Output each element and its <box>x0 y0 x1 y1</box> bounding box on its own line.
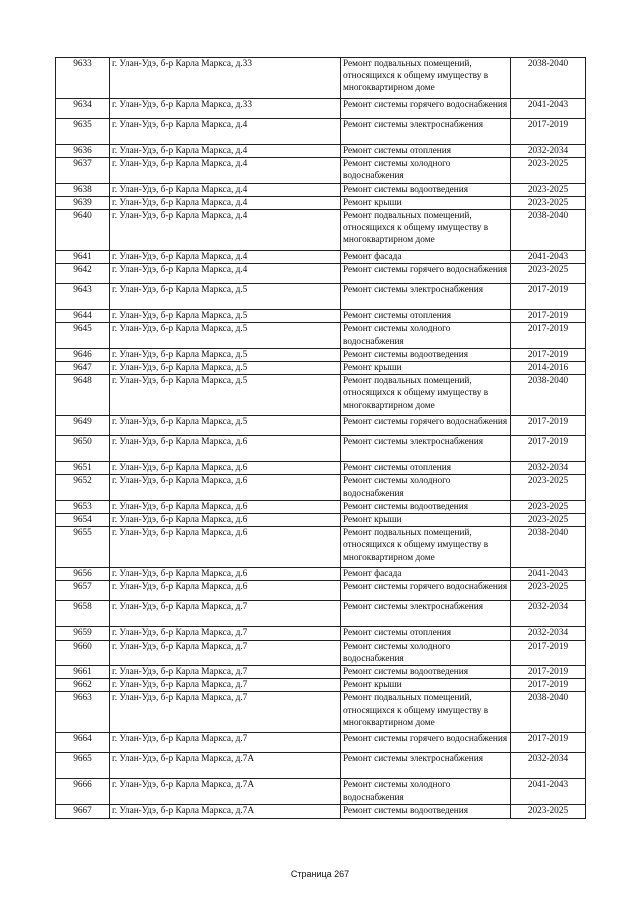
address-cell: г. Улан-Удэ, б-р Карла Маркса, д.7 <box>110 627 341 640</box>
work-type-cell: Ремонт системы горячего водоснабжения <box>341 733 511 753</box>
row-number: 9651 <box>56 462 110 475</box>
work-type-cell: Ремонт крыши <box>341 362 511 375</box>
row-number: 9641 <box>56 251 110 264</box>
table-row <box>56 210 586 251</box>
period-cell: 2023-2025 <box>511 514 586 527</box>
period-cell: 2023-2025 <box>511 183 586 196</box>
address-cell: г. Улан-Удэ, б-р Карла Маркса, д.4 <box>110 183 341 196</box>
table-row <box>56 416 586 436</box>
period-cell: 2038-2040 <box>511 58 586 99</box>
table-row <box>56 348 586 361</box>
row-number: 9659 <box>56 627 110 640</box>
address-cell: г. Улан-Удэ, б-р Карла Маркса, д.7 <box>110 640 341 665</box>
row-number: 9636 <box>56 145 110 158</box>
period-cell: 2038-2040 <box>511 527 586 568</box>
work-type-cell: Ремонт подвальных помещений, относящихся к общему имуществу в многоквартирном доме <box>341 375 511 416</box>
row-number: 9653 <box>56 500 110 513</box>
address-cell: г. Улан-Удэ, б-р Карла Маркса, д.5 <box>110 375 341 416</box>
period-cell: 2038-2040 <box>511 375 586 416</box>
period-cell: 2038-2040 <box>511 692 586 733</box>
row-number: 9648 <box>56 375 110 416</box>
address-cell: г. Улан-Удэ, б-р Карла Маркса, д.4 <box>110 251 341 264</box>
period-cell: 2017-2019 <box>511 679 586 692</box>
table-row <box>56 514 586 527</box>
work-schedule-table <box>55 57 586 819</box>
row-number: 9657 <box>56 581 110 601</box>
row-number: 9649 <box>56 416 110 436</box>
work-type-cell: Ремонт крыши <box>341 196 511 209</box>
address-cell: г. Улан-Удэ, б-р Карла Маркса, д.33 <box>110 58 341 99</box>
address-cell: г. Улан-Удэ, б-р Карла Маркса, д.4 <box>110 210 341 251</box>
address-cell: г. Улан-Удэ, б-р Карла Маркса, д.4 <box>110 158 341 183</box>
work-type-cell: Ремонт системы горячего водоснабжения <box>341 581 511 601</box>
work-type-cell: Ремонт системы отопления <box>341 627 511 640</box>
row-number: 9658 <box>56 601 110 627</box>
table-row <box>56 99 586 119</box>
work-type-cell: Ремонт системы электроснабжения <box>341 119 511 145</box>
period-cell: 2023-2025 <box>511 475 586 500</box>
period-cell: 2023-2025 <box>511 805 586 818</box>
table-row <box>56 679 586 692</box>
address-cell: г. Улан-Удэ, б-р Карла Маркса, д.5 <box>110 362 341 375</box>
address-cell: г. Улан-Удэ, б-р Карла Маркса, д.7 <box>110 666 341 679</box>
work-type-cell: Ремонт крыши <box>341 514 511 527</box>
row-number: 9661 <box>56 666 110 679</box>
address-cell: г. Улан-Удэ, б-р Карла Маркса, д.7А <box>110 753 341 779</box>
address-cell: г. Улан-Удэ, б-р Карла Маркса, д.6 <box>110 527 341 568</box>
row-number: 9654 <box>56 514 110 527</box>
address-cell: г. Улан-Удэ, б-р Карла Маркса, д.7А <box>110 779 341 805</box>
address-cell: г. Улан-Удэ, б-р Карла Маркса, д.4 <box>110 145 341 158</box>
row-number: 9667 <box>56 805 110 818</box>
table-row <box>56 310 586 323</box>
table-row <box>56 601 586 627</box>
period-cell: 2032-2034 <box>511 601 586 627</box>
period-cell: 2032-2034 <box>511 627 586 640</box>
table-row <box>56 779 586 805</box>
table-row <box>56 500 586 513</box>
row-number: 9646 <box>56 348 110 361</box>
row-number: 9634 <box>56 99 110 119</box>
period-cell: 2017-2019 <box>511 119 586 145</box>
table-row <box>56 733 586 753</box>
address-cell: г. Улан-Удэ, б-р Карла Маркса, д.6 <box>110 436 341 462</box>
table-row <box>56 568 586 581</box>
work-type-cell: Ремонт системы электроснабжения <box>341 753 511 779</box>
work-type-cell: Ремонт системы электроснабжения <box>341 436 511 462</box>
work-type-cell: Ремонт системы холодного водоснабжения <box>341 640 511 665</box>
row-number: 9660 <box>56 640 110 665</box>
address-cell: г. Улан-Удэ, б-р Карла Маркса, д.7А <box>110 805 341 818</box>
address-cell: г. Улан-Удэ, б-р Карла Маркса, д.6 <box>110 568 341 581</box>
address-cell: г. Улан-Удэ, б-р Карла Маркса, д.7 <box>110 692 341 733</box>
period-cell: 2023-2025 <box>511 158 586 183</box>
address-cell: г. Улан-Удэ, б-р Карла Маркса, д.5 <box>110 284 341 310</box>
period-cell: 2032-2034 <box>511 462 586 475</box>
row-number: 9643 <box>56 284 110 310</box>
table-row <box>56 119 586 145</box>
row-number: 9644 <box>56 310 110 323</box>
row-number: 9633 <box>56 58 110 99</box>
work-type-cell: Ремонт системы отопления <box>341 310 511 323</box>
work-type-cell: Ремонт системы холодного водоснабжения <box>341 779 511 805</box>
row-number: 9640 <box>56 210 110 251</box>
work-type-cell: Ремонт системы электроснабжения <box>341 284 511 310</box>
address-cell: г. Улан-Удэ, б-р Карла Маркса, д.6 <box>110 475 341 500</box>
row-number: 9665 <box>56 753 110 779</box>
table-row <box>56 627 586 640</box>
period-cell: 2041-2043 <box>511 251 586 264</box>
row-number: 9637 <box>56 158 110 183</box>
table-row <box>56 527 586 568</box>
table-row <box>56 436 586 462</box>
address-cell: г. Улан-Удэ, б-р Карла Маркса, д.7 <box>110 733 341 753</box>
table-row <box>56 158 586 183</box>
work-type-cell: Ремонт системы водоотведения <box>341 666 511 679</box>
address-cell: г. Улан-Удэ, б-р Карла Маркса, д.6 <box>110 581 341 601</box>
work-type-cell: Ремонт системы горячего водоснабжения <box>341 99 511 119</box>
address-cell: г. Улан-Удэ, б-р Карла Маркса, д.5 <box>110 416 341 436</box>
table-row <box>56 581 586 601</box>
address-cell: г. Улан-Удэ, б-р Карла Маркса, д.5 <box>110 348 341 361</box>
row-number: 9664 <box>56 733 110 753</box>
period-cell: 2032-2034 <box>511 753 586 779</box>
work-type-cell: Ремонт системы горячего водоснабжения <box>341 416 511 436</box>
period-cell: 2017-2019 <box>511 323 586 348</box>
period-cell: 2017-2019 <box>511 666 586 679</box>
work-type-cell: Ремонт системы водоотведения <box>341 348 511 361</box>
table-row <box>56 375 586 416</box>
period-cell: 2014-2016 <box>511 362 586 375</box>
row-number: 9642 <box>56 264 110 284</box>
row-number: 9663 <box>56 692 110 733</box>
row-number: 9666 <box>56 779 110 805</box>
period-cell: 2017-2019 <box>511 310 586 323</box>
table-row <box>56 264 586 284</box>
period-cell: 2038-2040 <box>511 210 586 251</box>
work-type-cell: Ремонт системы горячего водоснабжения <box>341 264 511 284</box>
table-row <box>56 183 586 196</box>
table-row <box>56 58 586 99</box>
address-cell: г. Улан-Удэ, б-р Карла Маркса, д.4 <box>110 264 341 284</box>
address-cell: г. Улан-Удэ, б-р Карла Маркса, д.4 <box>110 196 341 209</box>
work-type-cell: Ремонт системы холодного водоснабжения <box>341 323 511 348</box>
table-row <box>56 462 586 475</box>
row-number: 9655 <box>56 527 110 568</box>
row-number: 9635 <box>56 119 110 145</box>
row-number: 9662 <box>56 679 110 692</box>
work-type-cell: Ремонт системы электроснабжения <box>341 601 511 627</box>
period-cell: 2023-2025 <box>511 196 586 209</box>
period-cell: 2017-2019 <box>511 733 586 753</box>
address-cell: г. Улан-Удэ, б-р Карла Маркса, д.7 <box>110 679 341 692</box>
work-type-cell: Ремонт подвальных помещений, относящихся к общему имуществу в многоквартирном доме <box>341 210 511 251</box>
work-type-cell: Ремонт подвальных помещений, относящихся к общему имуществу в многоквартирном доме <box>341 692 511 733</box>
period-cell: 2041-2043 <box>511 779 586 805</box>
period-cell: 2023-2025 <box>511 264 586 284</box>
table-row <box>56 145 586 158</box>
table-row <box>56 251 586 264</box>
table-row <box>56 362 586 375</box>
work-type-cell: Ремонт подвальных помещений, относящихся к общему имуществу в многоквартирном доме <box>341 58 511 99</box>
row-number: 9645 <box>56 323 110 348</box>
period-cell: 2017-2019 <box>511 348 586 361</box>
address-cell: г. Улан-Удэ, б-р Карла Маркса, д.5 <box>110 310 341 323</box>
address-cell: г. Улан-Удэ, б-р Карла Маркса, д.4 <box>110 119 341 145</box>
work-type-cell: Ремонт крыши <box>341 679 511 692</box>
work-type-cell: Ремонт системы холодного водоснабжения <box>341 158 511 183</box>
period-cell: 2041-2043 <box>511 568 586 581</box>
row-number: 9639 <box>56 196 110 209</box>
period-cell: 2041-2043 <box>511 99 586 119</box>
period-cell: 2017-2019 <box>511 416 586 436</box>
work-type-cell: Ремонт системы водоотведения <box>341 183 511 196</box>
table-row <box>56 284 586 310</box>
period-cell: 2017-2019 <box>511 284 586 310</box>
address-cell: г. Улан-Удэ, б-р Карла Маркса, д.6 <box>110 462 341 475</box>
row-number: 9647 <box>56 362 110 375</box>
period-cell: 2017-2019 <box>511 436 586 462</box>
table-row <box>56 323 586 348</box>
page-number: Страница 267 <box>290 869 350 879</box>
table-row <box>56 475 586 500</box>
table-row <box>56 692 586 733</box>
work-type-cell: Ремонт системы холодного водоснабжения <box>341 475 511 500</box>
row-number: 9656 <box>56 568 110 581</box>
work-type-cell: Ремонт системы водоотведения <box>341 500 511 513</box>
row-number: 9650 <box>56 436 110 462</box>
table-row <box>56 196 586 209</box>
period-cell: 2023-2025 <box>511 500 586 513</box>
address-cell: г. Улан-Удэ, б-р Карла Маркса, д.6 <box>110 500 341 513</box>
address-cell: г. Улан-Удэ, б-р Карла Маркса, д.6 <box>110 514 341 527</box>
period-cell: 2023-2025 <box>511 581 586 601</box>
row-number: 9652 <box>56 475 110 500</box>
address-cell: г. Улан-Удэ, б-р Карла Маркса, д.33 <box>110 99 341 119</box>
period-cell: 2032-2034 <box>511 145 586 158</box>
work-type-cell: Ремонт фасада <box>341 251 511 264</box>
table-row <box>56 666 586 679</box>
address-cell: г. Улан-Удэ, б-р Карла Маркса, д.5 <box>110 323 341 348</box>
address-cell: г. Улан-Удэ, б-р Карла Маркса, д.7 <box>110 601 341 627</box>
row-number: 9638 <box>56 183 110 196</box>
period-cell: 2017-2019 <box>511 640 586 665</box>
work-type-cell: Ремонт фасада <box>341 568 511 581</box>
table-row <box>56 805 586 818</box>
work-type-cell: Ремонт системы отопления <box>341 145 511 158</box>
table-row <box>56 640 586 665</box>
work-type-cell: Ремонт системы отопления <box>341 462 511 475</box>
table-body <box>56 58 586 819</box>
work-type-cell: Ремонт системы водоотведения <box>341 805 511 818</box>
work-type-cell: Ремонт подвальных помещений, относящихся к общему имуществу в многоквартирном доме <box>341 527 511 568</box>
table-row <box>56 753 586 779</box>
